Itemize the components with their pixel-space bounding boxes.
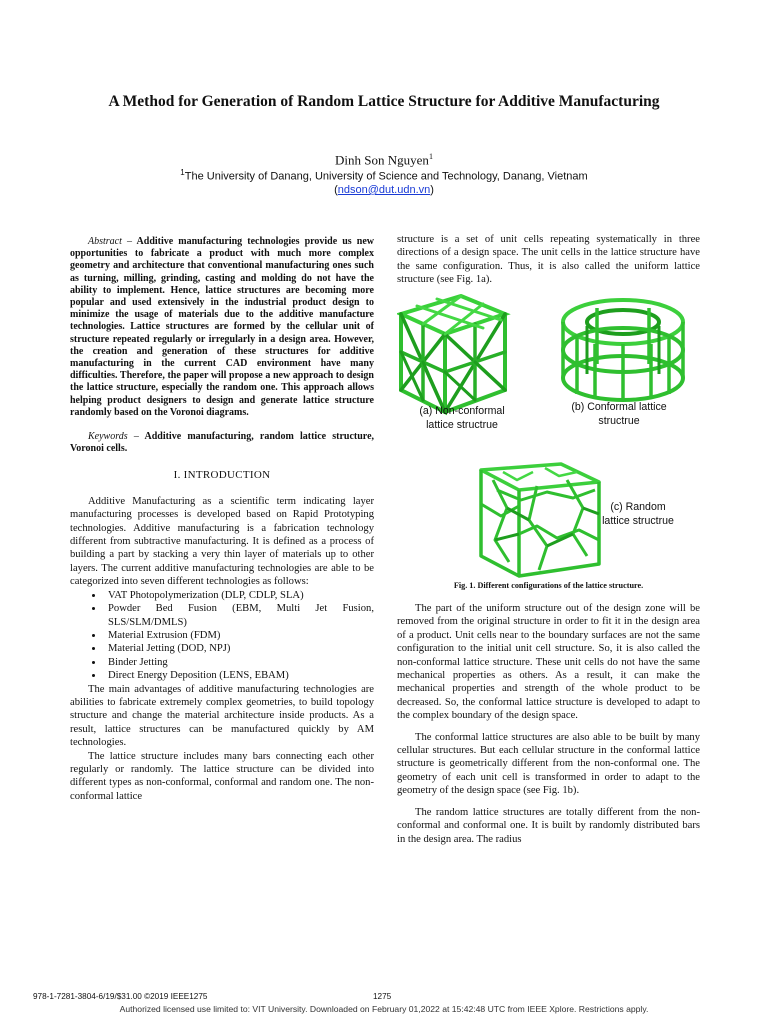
caption-c: [593, 500, 683, 528]
right-column-body: [397, 602, 700, 846]
right-paragraph-1: The part of the uniform structure out of the design zone will be removed from the original structure in order to fit it in the design area of a product. Unit cells near to the boundary surfaces are not the same configuration to the initial unit cell structure. So, it is also called the non-conformal lattice structure. These unit cells do not have the same mechanical properties as others. As a result, it can make the mechanical properties and strength of the whole product to be decreased. So, the conformal lattice structure is developed to adapt to the complex boundary of the design space.: [397, 603, 700, 722]
list-item: • VAT Photopolymerization (DLP, CDLP, SLA): [104, 589, 374, 602]
abstract-label: Abstract –: [88, 236, 132, 247]
caption-c-line-2: lattice structrue: [602, 515, 674, 527]
non-conformal-lattice-image: [401, 296, 505, 412]
email-link[interactable]: ndson@dut.udn.vn: [337, 184, 431, 196]
caption-c-line-1: (c) Random: [610, 501, 666, 513]
keywords-text: Additive manufacturing, random lattice structure, Voronoi cells.: [70, 431, 375, 455]
caption-b: [559, 400, 679, 428]
am-technology-list: [70, 589, 374, 683]
right-paragraph-2: The conformal lattice structures are also able to be built by many cellular structures. But each cellular structure in the conformal lattice structure is geometrically different from the non-conformal one. The geometry of each unit cell is transformed in order to adapt to the geometry of the design space (see Fig. 1b).: [397, 731, 700, 797]
caption-a: [407, 404, 517, 432]
caption-b-line-2: structrue: [598, 415, 640, 427]
list-item: • Material Jetting (DOD, NPJ): [104, 642, 374, 655]
affiliation: The University of Danang, University of Science and Technology, Danang, Vietnam: [184, 170, 588, 183]
keywords-label: Keywords –: [88, 431, 139, 443]
figure-1: [397, 294, 700, 580]
page-number: 1275: [373, 992, 392, 1001]
right-column-top: [397, 233, 700, 287]
author-superscript: 1: [428, 152, 433, 161]
intro-paragraph-1: Additive Manufacturing as a scientific term indicating layer manufacturing processes is developed based on Rapid Prototyping technologies. Additive manufacturing is a fabrication technology different from subtractive manufacturing. It is defined as a process of building a part by stacking a very thin layer of materials up to other layers. The current additive manufacturing technologies are able to be categorized into seven different technologies as follows:: [70, 495, 374, 588]
right-paragraph-3: The random lattice structures are totally different from the non-conformal and conformal one. It is built by randomly distributed bars in the design area. The radius: [397, 806, 700, 845]
footer-isbn: 978-1-7281-3804-6/19/$31.00 ©2019 IEEE1275: [33, 992, 208, 1001]
intro-paragraph-3: The lattice structure includes many bars connecting each other regularly or randomly. The lattice structure can be divided into different types as non-conformal, conformal and random one. The non-conformal lattice: [70, 750, 374, 802]
author-line: [0, 152, 768, 168]
caption-a-line-2: lattice structrue: [426, 419, 498, 431]
figure-caption: Fig. 1. Different configurations of the lattice structure.: [453, 581, 644, 590]
abstract-text: Additive manufacturing technologies provide us new opportunities to fabricate a product with much more complex geometry and architecture that conventional manufacturing ones such as turning, milling, grinding, casting and molding do not have the ability to implement. Hence, lattice structures are becoming more popular and used extensively in the industrial product design to minimize the usage of materials due to the additive manufacture technologies. Lattice structures are formed by the cellular unit of structure repeated regularly or irregularly in a design area. However, the creation and generation of these structures for additive manufacturing in the current CAD environment have many difficulties. Therefore, the paper will propose a new approach to design the lattice structure, especially the random one. This approach allows helping product designers to design and generate lattice structure randomly based on the Voronoi diagrams.: [70, 236, 375, 418]
figure-1-graphics: [397, 294, 700, 580]
email-open-paren: (: [334, 184, 338, 196]
email-line: [0, 184, 768, 196]
caption-b-line-1: (b) Conformal lattice: [571, 401, 667, 413]
list-item: • Binder Jetting: [104, 656, 374, 669]
affiliation-line: [0, 168, 768, 183]
abstract: [70, 236, 374, 419]
paper-title: A Method for Generation of Random Lattice Structure for Additive Manufacturing: [108, 93, 660, 110]
conformal-lattice-image: [563, 300, 683, 400]
list-item: • Direct Energy Deposition (LENS, EBAM): [104, 669, 374, 682]
license-notice: Authorized licensed use limited to: VIT University. Downloaded on February 01,2022 at 15:42:48 UTC from IEEE Xplore. Restrictions apply.: [119, 1004, 649, 1014]
random-lattice-image: [481, 464, 599, 576]
left-column: [70, 236, 374, 803]
right-paragraph-0: structure is a set of unit cells repeating systematically in three directions of a design space. The unit cells in the lattice structure have the same configuration. Thus, it is also called the uniform lattice structure (see Fig. 1a).: [397, 234, 700, 286]
affiliation-superscript: 1: [180, 168, 185, 177]
section-heading-introduction: I. INTRODUCTION: [173, 469, 271, 482]
intro-paragraph-2: The main advantages of additive manufacturing technologies are abilities to fabricate extremely complex geometries, to build topology structure and change the material architecture inside products. As a result, lattice structures can be manufactured quickly by AM technologies.: [70, 683, 374, 749]
list-item: • Material Extrusion (FDM): [104, 629, 374, 642]
list-item: • Powder Bed Fusion (EBM, Multi Jet Fusion, SLS/SLM/DMLS): [104, 602, 374, 629]
caption-a-line-1: (a) Non-conformal: [419, 405, 505, 417]
keywords: [70, 431, 374, 455]
email-close-paren: ): [430, 184, 434, 196]
author-name: Dinh Son Nguyen: [335, 152, 429, 168]
